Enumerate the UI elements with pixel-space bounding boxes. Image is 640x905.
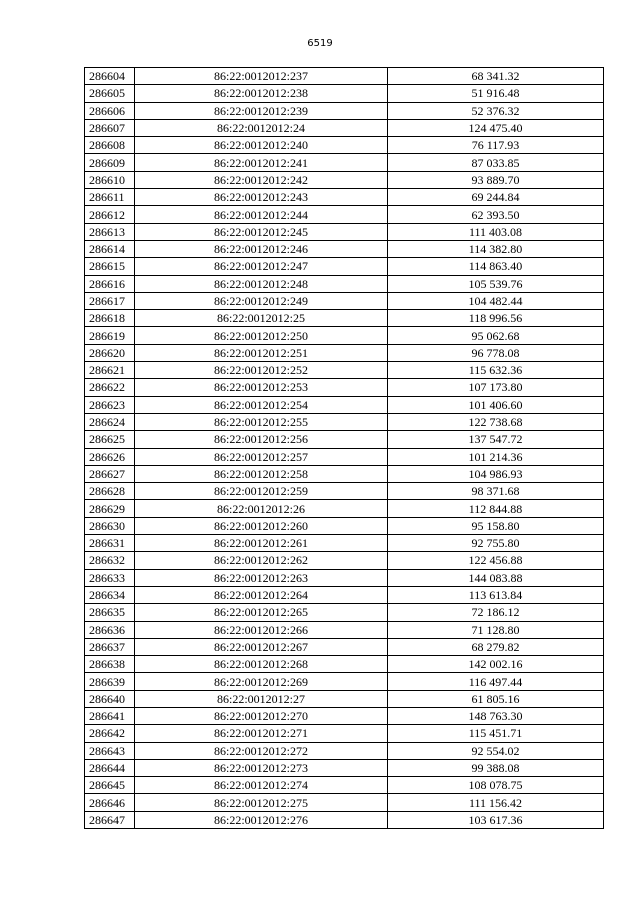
cadastral-number-cell: 86:22:0012012:27 xyxy=(135,690,388,707)
table-row xyxy=(85,206,604,223)
cadastral-number-cell: 86:22:0012012:257 xyxy=(135,448,388,465)
row-number-cell: 286616 xyxy=(85,275,135,292)
row-number-cell: 286627 xyxy=(85,465,135,482)
value-cell: 87 033.85 xyxy=(388,154,604,171)
value-cell: 101 406.60 xyxy=(388,396,604,413)
value-cell: 144 083.88 xyxy=(388,569,604,586)
value-cell: 114 382.80 xyxy=(388,240,604,257)
value-cell: 111 403.08 xyxy=(388,223,604,240)
row-number-cell: 286643 xyxy=(85,742,135,759)
value-cell: 96 778.08 xyxy=(388,344,604,361)
value-cell: 122 738.68 xyxy=(388,413,604,430)
value-cell: 101 214.36 xyxy=(388,448,604,465)
cadastral-number-cell: 86:22:0012012:272 xyxy=(135,742,388,759)
value-cell: 62 393.50 xyxy=(388,206,604,223)
row-number-cell: 286632 xyxy=(85,552,135,569)
value-cell: 107 173.80 xyxy=(388,379,604,396)
value-cell: 76 117.93 xyxy=(388,137,604,154)
row-number-cell: 286615 xyxy=(85,258,135,275)
table-row xyxy=(85,552,604,569)
row-number-cell: 286609 xyxy=(85,154,135,171)
cadastral-number-cell: 86:22:0012012:251 xyxy=(135,344,388,361)
table-row xyxy=(85,310,604,327)
value-cell: 142 002.16 xyxy=(388,656,604,673)
row-number-cell: 286617 xyxy=(85,292,135,309)
row-number-cell: 286612 xyxy=(85,206,135,223)
table-row xyxy=(85,379,604,396)
table-row xyxy=(85,258,604,275)
table-row xyxy=(85,725,604,742)
cadastral-number-cell: 86:22:0012012:249 xyxy=(135,292,388,309)
value-cell: 68 341.32 xyxy=(388,68,604,85)
row-number-cell: 286610 xyxy=(85,171,135,188)
value-cell: 105 539.76 xyxy=(388,275,604,292)
table-row xyxy=(85,759,604,776)
value-cell: 137 547.72 xyxy=(388,431,604,448)
value-cell: 148 763.30 xyxy=(388,707,604,724)
cadastral-number-cell: 86:22:0012012:268 xyxy=(135,656,388,673)
cadastral-number-cell: 86:22:0012012:265 xyxy=(135,604,388,621)
cadastral-number-cell: 86:22:0012012:248 xyxy=(135,275,388,292)
value-cell: 51 916.48 xyxy=(388,85,604,102)
page-number: 6519 xyxy=(307,38,333,49)
row-number-cell: 286640 xyxy=(85,690,135,707)
row-number-cell: 286611 xyxy=(85,189,135,206)
cadastral-number-cell: 86:22:0012012:237 xyxy=(135,68,388,85)
row-number-cell: 286638 xyxy=(85,656,135,673)
cadastral-number-cell: 86:22:0012012:24 xyxy=(135,119,388,136)
row-number-cell: 286621 xyxy=(85,362,135,379)
cadastral-number-cell: 86:22:0012012:269 xyxy=(135,673,388,690)
row-number-cell: 286641 xyxy=(85,707,135,724)
table-row xyxy=(85,742,604,759)
table-row xyxy=(85,396,604,413)
value-cell: 113 613.84 xyxy=(388,586,604,603)
row-number-cell: 286623 xyxy=(85,396,135,413)
cadastral-number-cell: 86:22:0012012:267 xyxy=(135,638,388,655)
value-cell: 124 475.40 xyxy=(388,119,604,136)
value-cell: 104 986.93 xyxy=(388,465,604,482)
value-cell: 118 996.56 xyxy=(388,310,604,327)
cadastral-number-cell: 86:22:0012012:25 xyxy=(135,310,388,327)
value-cell: 95 062.68 xyxy=(388,327,604,344)
row-number-cell: 286646 xyxy=(85,794,135,811)
row-number-cell: 286645 xyxy=(85,777,135,794)
row-number-cell: 286625 xyxy=(85,431,135,448)
table-row xyxy=(85,777,604,794)
value-cell: 114 863.40 xyxy=(388,258,604,275)
cadastral-number-cell: 86:22:0012012:26 xyxy=(135,500,388,517)
value-cell: 99 388.08 xyxy=(388,759,604,776)
cadastral-number-cell: 86:22:0012012:241 xyxy=(135,154,388,171)
value-cell: 122 456.88 xyxy=(388,552,604,569)
value-cell: 68 279.82 xyxy=(388,638,604,655)
value-cell: 95 158.80 xyxy=(388,517,604,534)
cadastral-number-cell: 86:22:0012012:270 xyxy=(135,707,388,724)
cadastral-number-cell: 86:22:0012012:238 xyxy=(135,85,388,102)
cadastral-number-cell: 86:22:0012012:242 xyxy=(135,171,388,188)
table-row xyxy=(85,569,604,586)
value-cell: 112 844.88 xyxy=(388,500,604,517)
row-number-cell: 286618 xyxy=(85,310,135,327)
table-row xyxy=(85,586,604,603)
row-number-cell: 286642 xyxy=(85,725,135,742)
row-number-cell: 286614 xyxy=(85,240,135,257)
value-cell: 103 617.36 xyxy=(388,811,604,828)
value-cell: 115 632.36 xyxy=(388,362,604,379)
cadastral-number-cell: 86:22:0012012:243 xyxy=(135,189,388,206)
row-number-cell: 286620 xyxy=(85,344,135,361)
cadastral-number-cell: 86:22:0012012:275 xyxy=(135,794,388,811)
row-number-cell: 286605 xyxy=(85,85,135,102)
cadastral-number-cell: 86:22:0012012:260 xyxy=(135,517,388,534)
table-row xyxy=(85,119,604,136)
cadastral-number-cell: 86:22:0012012:256 xyxy=(135,431,388,448)
row-number-cell: 286635 xyxy=(85,604,135,621)
cadastral-number-cell: 86:22:0012012:276 xyxy=(135,811,388,828)
cadastral-number-cell: 86:22:0012012:245 xyxy=(135,223,388,240)
value-cell: 98 371.68 xyxy=(388,483,604,500)
table-row xyxy=(85,171,604,188)
row-number-cell: 286626 xyxy=(85,448,135,465)
row-number-cell: 286604 xyxy=(85,68,135,85)
row-number-cell: 286619 xyxy=(85,327,135,344)
table-row xyxy=(85,275,604,292)
row-number-cell: 286644 xyxy=(85,759,135,776)
row-number-cell: 286613 xyxy=(85,223,135,240)
row-number-cell: 286631 xyxy=(85,535,135,552)
row-number-cell: 286636 xyxy=(85,621,135,638)
table-row xyxy=(85,604,604,621)
cadastral-number-cell: 86:22:0012012:239 xyxy=(135,102,388,119)
table-row xyxy=(85,707,604,724)
cadastral-number-cell: 86:22:0012012:255 xyxy=(135,413,388,430)
cadastral-number-cell: 86:22:0012012:244 xyxy=(135,206,388,223)
cadastral-number-cell: 86:22:0012012:271 xyxy=(135,725,388,742)
registry-table-body xyxy=(85,68,604,829)
row-number-cell: 286622 xyxy=(85,379,135,396)
row-number-cell: 286639 xyxy=(85,673,135,690)
table-row xyxy=(85,656,604,673)
table-row xyxy=(85,137,604,154)
cadastral-number-cell: 86:22:0012012:273 xyxy=(135,759,388,776)
value-cell: 93 889.70 xyxy=(388,171,604,188)
row-number-cell: 286637 xyxy=(85,638,135,655)
value-cell: 69 244.84 xyxy=(388,189,604,206)
table-row xyxy=(85,413,604,430)
table-row xyxy=(85,154,604,171)
row-number-cell: 286606 xyxy=(85,102,135,119)
row-number-cell: 286629 xyxy=(85,500,135,517)
cadastral-number-cell: 86:22:0012012:263 xyxy=(135,569,388,586)
table-row xyxy=(85,638,604,655)
value-cell: 115 451.71 xyxy=(388,725,604,742)
cadastral-number-cell: 86:22:0012012:252 xyxy=(135,362,388,379)
cadastral-number-cell: 86:22:0012012:262 xyxy=(135,552,388,569)
row-number-cell: 286624 xyxy=(85,413,135,430)
value-cell: 116 497.44 xyxy=(388,673,604,690)
value-cell: 72 186.12 xyxy=(388,604,604,621)
value-cell: 92 755.80 xyxy=(388,535,604,552)
row-number-cell: 286634 xyxy=(85,586,135,603)
row-number-cell: 286647 xyxy=(85,811,135,828)
table-row xyxy=(85,690,604,707)
cadastral-number-cell: 86:22:0012012:259 xyxy=(135,483,388,500)
value-cell: 104 482.44 xyxy=(388,292,604,309)
table-row xyxy=(85,362,604,379)
table-row xyxy=(85,102,604,119)
cadastral-number-cell: 86:22:0012012:240 xyxy=(135,137,388,154)
table-row xyxy=(85,240,604,257)
row-number-cell: 286633 xyxy=(85,569,135,586)
table-row xyxy=(85,621,604,638)
table-row xyxy=(85,223,604,240)
row-number-cell: 286608 xyxy=(85,137,135,154)
value-cell: 92 554.02 xyxy=(388,742,604,759)
row-number-cell: 286607 xyxy=(85,119,135,136)
row-number-cell: 286628 xyxy=(85,483,135,500)
cadastral-number-cell: 86:22:0012012:254 xyxy=(135,396,388,413)
cadastral-number-cell: 86:22:0012012:261 xyxy=(135,535,388,552)
table-row xyxy=(85,327,604,344)
table-row xyxy=(85,794,604,811)
table-row xyxy=(85,189,604,206)
value-cell: 111 156.42 xyxy=(388,794,604,811)
table-row xyxy=(85,535,604,552)
value-cell: 108 078.75 xyxy=(388,777,604,794)
table-row xyxy=(85,673,604,690)
value-cell: 52 376.32 xyxy=(388,102,604,119)
value-cell: 61 805.16 xyxy=(388,690,604,707)
table-row xyxy=(85,68,604,85)
cadastral-number-cell: 86:22:0012012:264 xyxy=(135,586,388,603)
table-row xyxy=(85,517,604,534)
table-row xyxy=(85,811,604,828)
cadastral-number-cell: 86:22:0012012:258 xyxy=(135,465,388,482)
value-cell: 71 128.80 xyxy=(388,621,604,638)
cadastral-number-cell: 86:22:0012012:266 xyxy=(135,621,388,638)
cadastral-number-cell: 86:22:0012012:253 xyxy=(135,379,388,396)
registry-table xyxy=(84,67,604,829)
cadastral-number-cell: 86:22:0012012:250 xyxy=(135,327,388,344)
table-row xyxy=(85,448,604,465)
cadastral-number-cell: 86:22:0012012:247 xyxy=(135,258,388,275)
table-row xyxy=(85,465,604,482)
table-row xyxy=(85,483,604,500)
table-row xyxy=(85,431,604,448)
table-row xyxy=(85,292,604,309)
table-row xyxy=(85,85,604,102)
table-row xyxy=(85,344,604,361)
cadastral-number-cell: 86:22:0012012:246 xyxy=(135,240,388,257)
row-number-cell: 286630 xyxy=(85,517,135,534)
table-row xyxy=(85,500,604,517)
cadastral-number-cell: 86:22:0012012:274 xyxy=(135,777,388,794)
